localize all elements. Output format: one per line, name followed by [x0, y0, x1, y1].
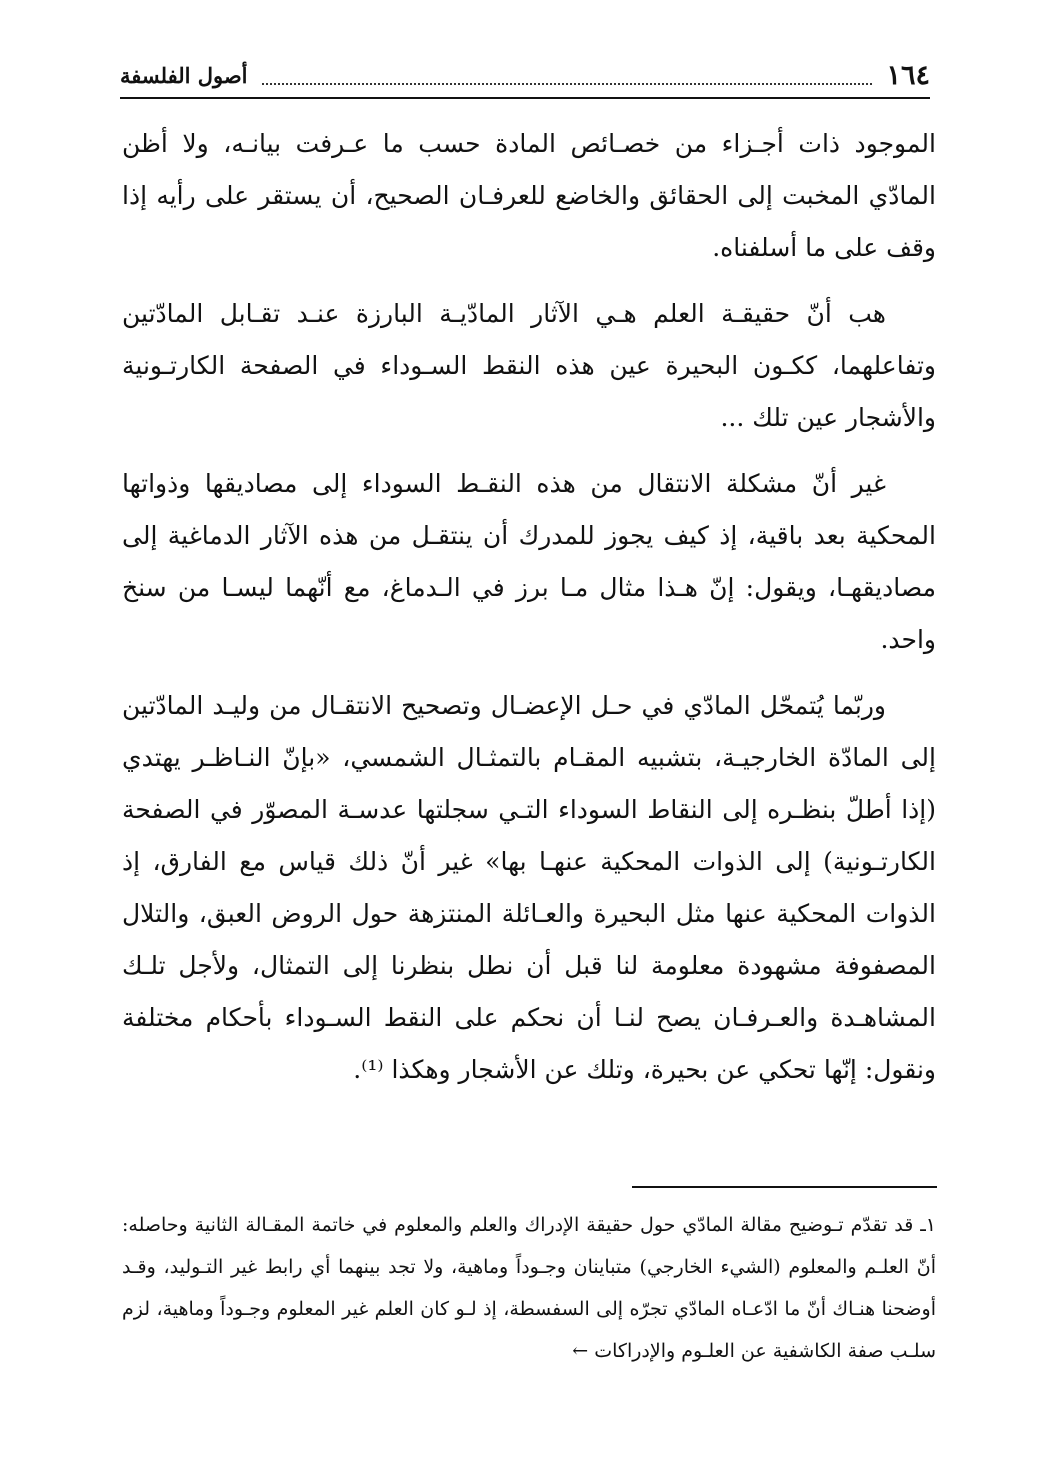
footnote-separator [632, 1186, 937, 1188]
header-rule [120, 97, 930, 99]
paragraph-3: غير أنّ مشكلة الانتقال من هذه النقـط السوداء إلى مصاديقها وذواتها المحكية بعد باقية، إذ كيف يجوز للمدرك أن ينتقـل من هذه الآثار الدماغية إلى مصاديقهـا، ويقول: إنّ هـذا مثال مـا برز في الـدماغ، مع أنّهما ليسـا من سنخ واحد. [122, 469, 936, 654]
paragraph-1: الموجود ذات أجـزاء من خصـائص المادة حسب ما عـرفت بيانـه، ولا أظن المادّي المخبت إلى الحقائق والخاضع للعرفـان الصحيح، أن يستقر على رأيه إذا وقف على ما أسلفناه. [122, 129, 936, 262]
paragraph-4: وربّما يُتمحّل المادّي في حـل الإعضـال وتصحيح الانتقـال من وليـد المادّتين إلى المادّة الخارجيـة، بتشبيه المقـام بالتمثـال الشمسي، «بإنّ النـاظـر يهتدي (إذا أطلّ بنظـره إلى النقاط السوداء التـي سجلتها عدسـة المصوّر في الصفحة الكارتـونية) إلى الذوات المحكية عنهـا بها» غير أنّ ذلك قياس مع الفارق، إذ الذوات المحكية عنها مثل البحيرة والعـائلة المنتزهة حول الروض العبق، والتلال المصفوفة مشهودة معلومة لنا قبل أن نطل بنظرنا إلى التمثال، ولأجل تلـك المشاهـدة والعـرفـان يصح لنـا أن نحكم على النقط السـوداء بأحكام مختلفة ونقول: إنّها تحكي عن بحيرة، وتلك عن الأشجار وهكذا ⁽¹⁾. [122, 691, 936, 1084]
footnote [122, 1204, 936, 1372]
paragraph-2: هب أنّ حقيقـة العلم هـي الآثار المادّيـة البارزة عنـد تقـابل المادّتين وتفاعلهما، ككـون البحيرة عين هذه النقط السـوداء في الصفحة الكارتـونية والأشجار عين تلك ... [122, 299, 936, 432]
body-text [122, 118, 936, 1110]
footnote-text: ١ـ قد تقدّم تـوضيح مقالة المادّي حول حقيقة الإدراك والعلم والمعلوم في خاتمة المقـالة الثانية وحاصله: أنّ العلـم والمعلوم (الشيء الخارجي) متباينان وجـوداً وماهية، ولا تجد بينهما أي رابط غير التـوليد، وقـد أوضحنا هنـاك أنّ ما ادّعـاه المادّي تجرّه إلى السفسطة، إذ لـو كان العلم غير المعلوم وجـوداً وماهية، لزم سلـب صفة الكاشفية عن العلـوم والإدراكات ← [122, 1214, 936, 1362]
page-number: ١٦٤ [886, 60, 930, 91]
dotted-leader [262, 83, 873, 85]
running-title: أصول الفلسفة [120, 63, 248, 88]
running-header [120, 55, 930, 91]
